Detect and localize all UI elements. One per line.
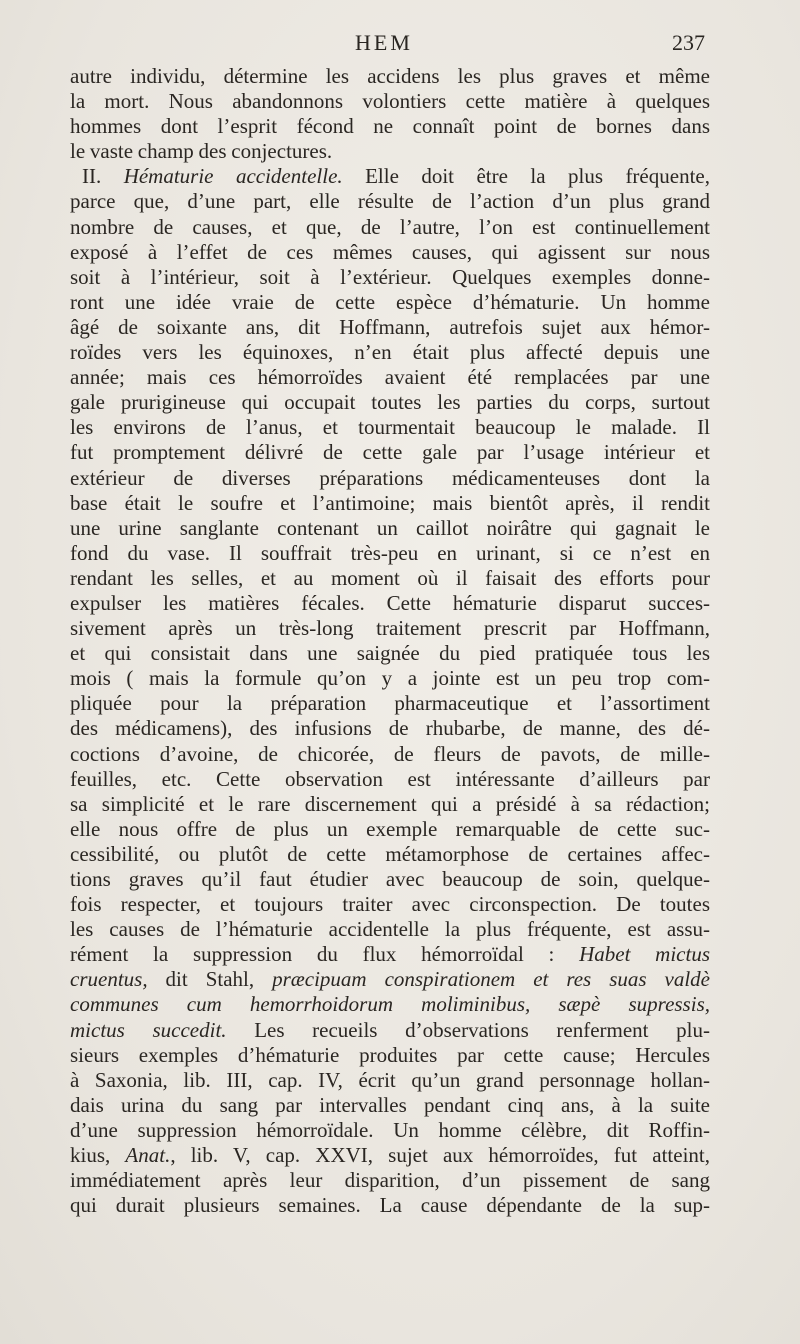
text-line bbox=[70, 365, 710, 390]
text-segment: année; mais ces hémorroïdes avaient été remplacées par une bbox=[70, 365, 710, 390]
text-line bbox=[70, 240, 710, 265]
text-segment: dais urina du sang par intervalles pendant cinq ans, à la suite bbox=[70, 1092, 710, 1117]
text-segment: feuilles, etc. Cette observation est intéressante d’ailleurs par bbox=[70, 766, 710, 791]
text-line bbox=[70, 290, 710, 315]
text-line bbox=[70, 215, 710, 240]
text-line bbox=[70, 64, 710, 89]
text-segment: coctions d’avoine, de chicorée, de fleurs de pavots, de mille- bbox=[70, 741, 710, 766]
text-line bbox=[70, 189, 710, 214]
text-segment: fut promptement délivré de cette gale par l’usage intérieur et bbox=[70, 440, 710, 465]
text-segment: elle nous offre de plus un exemple remarquable de cette suc- bbox=[70, 816, 710, 841]
text-line bbox=[70, 1193, 710, 1218]
text-segment: kius, bbox=[70, 1143, 126, 1168]
text-segment: mois ( mais la formule qu’on y a jointe est un peu trop com- bbox=[70, 666, 710, 691]
text-line bbox=[70, 139, 710, 164]
text-segment: base était le soufre et l’antimoine; mais bientôt après, il rendit bbox=[70, 490, 710, 515]
text-segment: des médicamens), des infusions de rhubarbe, de manne, des dé- bbox=[70, 716, 710, 741]
text-line bbox=[70, 917, 710, 942]
text-segment: sivement après un très-long traitement prescrit par Hoffmann, bbox=[70, 616, 710, 641]
text-segment: rément la suppression du flux hémorroïdal : bbox=[70, 942, 580, 967]
text-line bbox=[70, 1018, 710, 1043]
text-segment: gale prurigineuse qui occupait toutes les parties du corps, surtout bbox=[70, 390, 710, 415]
text-line bbox=[70, 315, 710, 340]
text-line bbox=[70, 466, 710, 491]
text-line bbox=[70, 591, 710, 616]
text-line bbox=[70, 415, 710, 440]
text-line bbox=[70, 491, 710, 516]
text-segment: cessibilité, ou plutôt de cette métamorphose de certaines affec- bbox=[70, 841, 710, 866]
text-line bbox=[70, 516, 710, 541]
text-segment: sieurs exemples d’hématurie produites par cette cause; Hercules bbox=[70, 1042, 710, 1067]
text-line bbox=[70, 616, 710, 641]
italic-text-segment: præcipuam conspirationem et res suas valdè bbox=[272, 967, 710, 992]
text-line bbox=[70, 1118, 710, 1143]
text-line bbox=[70, 817, 710, 842]
text-segment: parce que, d’une part, elle résulte de l’action d’un plus grand bbox=[70, 189, 710, 214]
text-segment: les environs de l’anus, et tourmentait beaucoup le malade. Il bbox=[70, 415, 710, 440]
text-segment: la mort. Nous abandonnons volontiers cette matière à quelques bbox=[70, 89, 710, 114]
text-segment: Les recueils d’observations renferment plu- bbox=[226, 1017, 710, 1042]
running-header bbox=[0, 30, 800, 60]
text-line bbox=[70, 566, 710, 591]
text-line bbox=[70, 541, 710, 566]
text-line bbox=[70, 114, 710, 139]
italic-text-segment: Hématurie accidentelle. bbox=[123, 164, 343, 189]
italic-text-segment: Habet mictus bbox=[579, 942, 710, 967]
text-segment: autre individu, détermine les accidens les plus graves et même bbox=[70, 64, 710, 88]
text-line bbox=[70, 942, 710, 967]
text-line bbox=[70, 1143, 710, 1168]
text-segment: le vaste champ des conjectures. bbox=[70, 139, 333, 164]
text-segment: d’une suppression hémorroïdale. Un homme célèbre, dit Roffin- bbox=[70, 1117, 710, 1142]
running-head-title: HEM bbox=[355, 30, 413, 55]
text-segment: extérieur de diverses préparations médicamenteuses dont la bbox=[70, 465, 710, 490]
text-line bbox=[70, 641, 710, 666]
text-segment: tions graves qu’il faut étudier avec beaucoup de soin, quelque- bbox=[70, 867, 710, 891]
text-line bbox=[70, 967, 710, 992]
text-line bbox=[70, 842, 710, 867]
body-text bbox=[70, 64, 710, 1218]
text-segment: soit à l’intérieur, soit à l’extérieur. Quelques exemples donne- bbox=[70, 264, 710, 289]
text-segment: une urine sanglante contenant un caillot noirâtre qui gagnait le bbox=[70, 515, 710, 540]
text-line bbox=[70, 164, 710, 189]
text-segment: II. bbox=[82, 164, 124, 189]
text-line bbox=[70, 440, 710, 465]
text-line bbox=[70, 716, 710, 741]
text-line bbox=[70, 666, 710, 691]
text-segment: immédiatement après leur disparition, d’un pissement de sang bbox=[70, 1168, 710, 1193]
text-segment: expulser les matières fécales. Cette hématurie disparut succes- bbox=[70, 590, 710, 615]
text-segment: Elle doit être la plus fréquente, bbox=[342, 164, 710, 189]
text-line bbox=[70, 340, 710, 365]
italic-text-segment: mictus succedit. bbox=[70, 1017, 227, 1042]
text-segment: et qui consistait dans une saignée du pied pratiquée tous les bbox=[70, 641, 710, 666]
text-segment: exposé à l’effet de ces mêmes causes, qui agissent sur nous bbox=[70, 239, 710, 264]
text-segment: les causes de l’hématurie accidentelle la plus fréquente, est assu- bbox=[70, 917, 710, 942]
text-segment: nombre de causes, et que, de l’autre, l’on est continuellement bbox=[70, 214, 710, 239]
text-segment: fois respecter, et toujours traiter avec circonspection. De toutes bbox=[70, 892, 710, 917]
text-line bbox=[70, 265, 710, 290]
text-segment: rendant les selles, et au moment où il faisait des efforts pour bbox=[70, 565, 710, 590]
text-segment: sa simplicité et le rare discernement qui a présidé à sa rédaction; bbox=[70, 791, 710, 816]
text-line bbox=[70, 1068, 710, 1093]
text-line bbox=[70, 767, 710, 792]
text-line bbox=[70, 1043, 710, 1068]
text-segment: dit Stahl, bbox=[147, 967, 273, 992]
italic-text-segment: cruentus, bbox=[70, 967, 148, 992]
text-line bbox=[70, 892, 710, 917]
text-line bbox=[70, 1168, 710, 1193]
text-segment: , lib. V, cap. XXVI, sujet aux hémorroïdes, fut atteint, bbox=[170, 1143, 710, 1168]
italic-text-segment: Anat. bbox=[125, 1143, 171, 1168]
text-line bbox=[70, 1093, 710, 1118]
text-segment: à Saxonia, lib. III, cap. IV, écrit qu’un grand personnage hollan- bbox=[70, 1067, 710, 1092]
page-number: 237 bbox=[672, 30, 705, 55]
text-line bbox=[70, 742, 710, 767]
text-segment: roïdes vers les équinoxes, n’en était plus affecté depuis une bbox=[70, 340, 710, 365]
text-line bbox=[70, 992, 710, 1017]
text-segment: qui durait plusieurs semaines. La cause dépendante de la sup- bbox=[70, 1193, 710, 1218]
text-segment: âgé de soixante ans, dit Hoffmann, autrefois sujet aux hémor- bbox=[70, 314, 710, 339]
text-line bbox=[70, 89, 710, 114]
text-line bbox=[70, 792, 710, 817]
text-segment: pliquée pour la préparation pharmaceutique et l’assortiment bbox=[70, 691, 710, 716]
italic-text-segment: communes cum hemorrhoidorum moliminibus, sæpè supressis, bbox=[70, 992, 710, 1017]
text-segment: fond du vase. Il souffrait très-peu en urinant, si ce n’est en bbox=[70, 540, 710, 565]
text-segment: hommes dont l’esprit fécond ne connaît point de bornes dans bbox=[70, 114, 710, 139]
text-segment: ront une idée vraie de cette espèce d’hématurie. Un homme bbox=[70, 289, 710, 314]
text-line bbox=[70, 691, 710, 716]
text-line bbox=[70, 390, 710, 415]
text-line bbox=[70, 867, 710, 892]
